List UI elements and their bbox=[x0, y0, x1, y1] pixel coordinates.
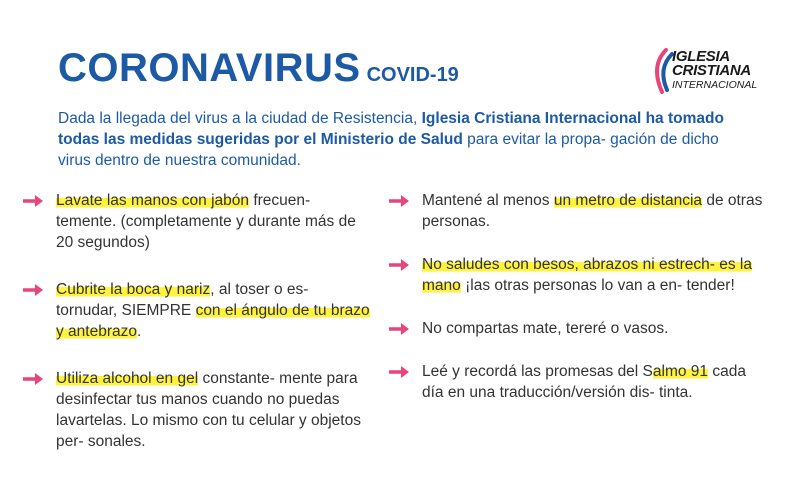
arrow-right-icon bbox=[22, 279, 56, 300]
arrow-right-icon bbox=[388, 318, 422, 339]
item-text bbox=[56, 368, 372, 452]
item-text bbox=[422, 254, 763, 296]
item-text-part: No compartas mate, tereré o vasos. bbox=[422, 320, 669, 337]
item-text-part: Leé y recordá las promesas del S bbox=[422, 363, 653, 380]
list-item bbox=[388, 318, 763, 339]
item-text-part: constante- mente para desinfectar tus manos cuando no puedas lavartelas. Lo mismo con tu celular y objetos per- sonales. bbox=[56, 370, 361, 450]
intro-text-1: Dada la llegada del virus a la ciudad de Resistencia, bbox=[58, 110, 422, 127]
logo-line-1: IGLESIA bbox=[672, 48, 730, 65]
page-subtitle: COVID-19 bbox=[366, 64, 459, 86]
list-item bbox=[388, 254, 763, 296]
item-text-part: . bbox=[137, 323, 142, 340]
item-text-part: frecuen- temente. (completamente y durante más de 20 segundos) bbox=[56, 192, 356, 251]
highlighted-text: Utiliza alcohol en gel bbox=[56, 370, 199, 387]
item-text-part: , al toser o es- tornudar, SIEMPRE bbox=[56, 281, 309, 319]
arrow-right-icon bbox=[22, 368, 56, 389]
logo-line-2: CRISTIANA bbox=[672, 62, 751, 79]
logo-line-3: INTERNACIONAL bbox=[672, 79, 758, 91]
arrow-right-icon bbox=[388, 361, 422, 382]
list-item bbox=[22, 279, 372, 342]
intro-bold-text: Iglesia Cristiana Internacional ha tomado todas las medidas sugeridas por el Ministerio de Salud bbox=[58, 110, 724, 148]
church-logo bbox=[652, 48, 762, 98]
item-text-part: ¡las otras personas lo van a en- tender! bbox=[460, 277, 735, 294]
highlighted-text: Lavate las manos con jabón bbox=[56, 192, 250, 209]
right-column bbox=[388, 190, 763, 403]
item-text-part: de otras personas. bbox=[422, 192, 763, 230]
arrow-right-icon bbox=[22, 190, 56, 211]
item-text bbox=[422, 318, 668, 339]
highlighted-text: almo 91 bbox=[652, 363, 709, 380]
highlighted-text: con el ángulo de tu brazo y antebrazo bbox=[56, 302, 370, 340]
highlighted-text: Cubrite la boca y nariz bbox=[56, 281, 211, 298]
arrow-right-icon bbox=[388, 190, 422, 211]
list-item bbox=[388, 190, 763, 232]
item-text-part: Mantené al menos bbox=[422, 192, 554, 209]
item-text bbox=[422, 361, 763, 403]
title-row bbox=[58, 48, 459, 88]
left-column bbox=[22, 190, 372, 452]
page-title: CORONAVIRUS bbox=[58, 46, 361, 90]
list-item bbox=[22, 190, 372, 253]
highlighted-text: un metro de distancia bbox=[553, 192, 703, 209]
intro-text-2: para evitar la propa- gación de dicho virus dentro de nuestra comunidad. bbox=[58, 131, 719, 169]
list-item bbox=[388, 361, 763, 403]
item-text bbox=[56, 279, 372, 342]
list-item bbox=[22, 368, 372, 452]
arrow-right-icon bbox=[388, 254, 422, 275]
highlighted-text: No saludes con besos, abrazos ni estrech- es la mano bbox=[422, 256, 752, 294]
logo-text bbox=[672, 50, 757, 92]
item-text bbox=[56, 190, 372, 253]
intro-paragraph bbox=[58, 108, 750, 171]
item-text-part: cada día en una traducción/versión dis- tinta. bbox=[422, 363, 746, 401]
item-text bbox=[422, 190, 763, 232]
